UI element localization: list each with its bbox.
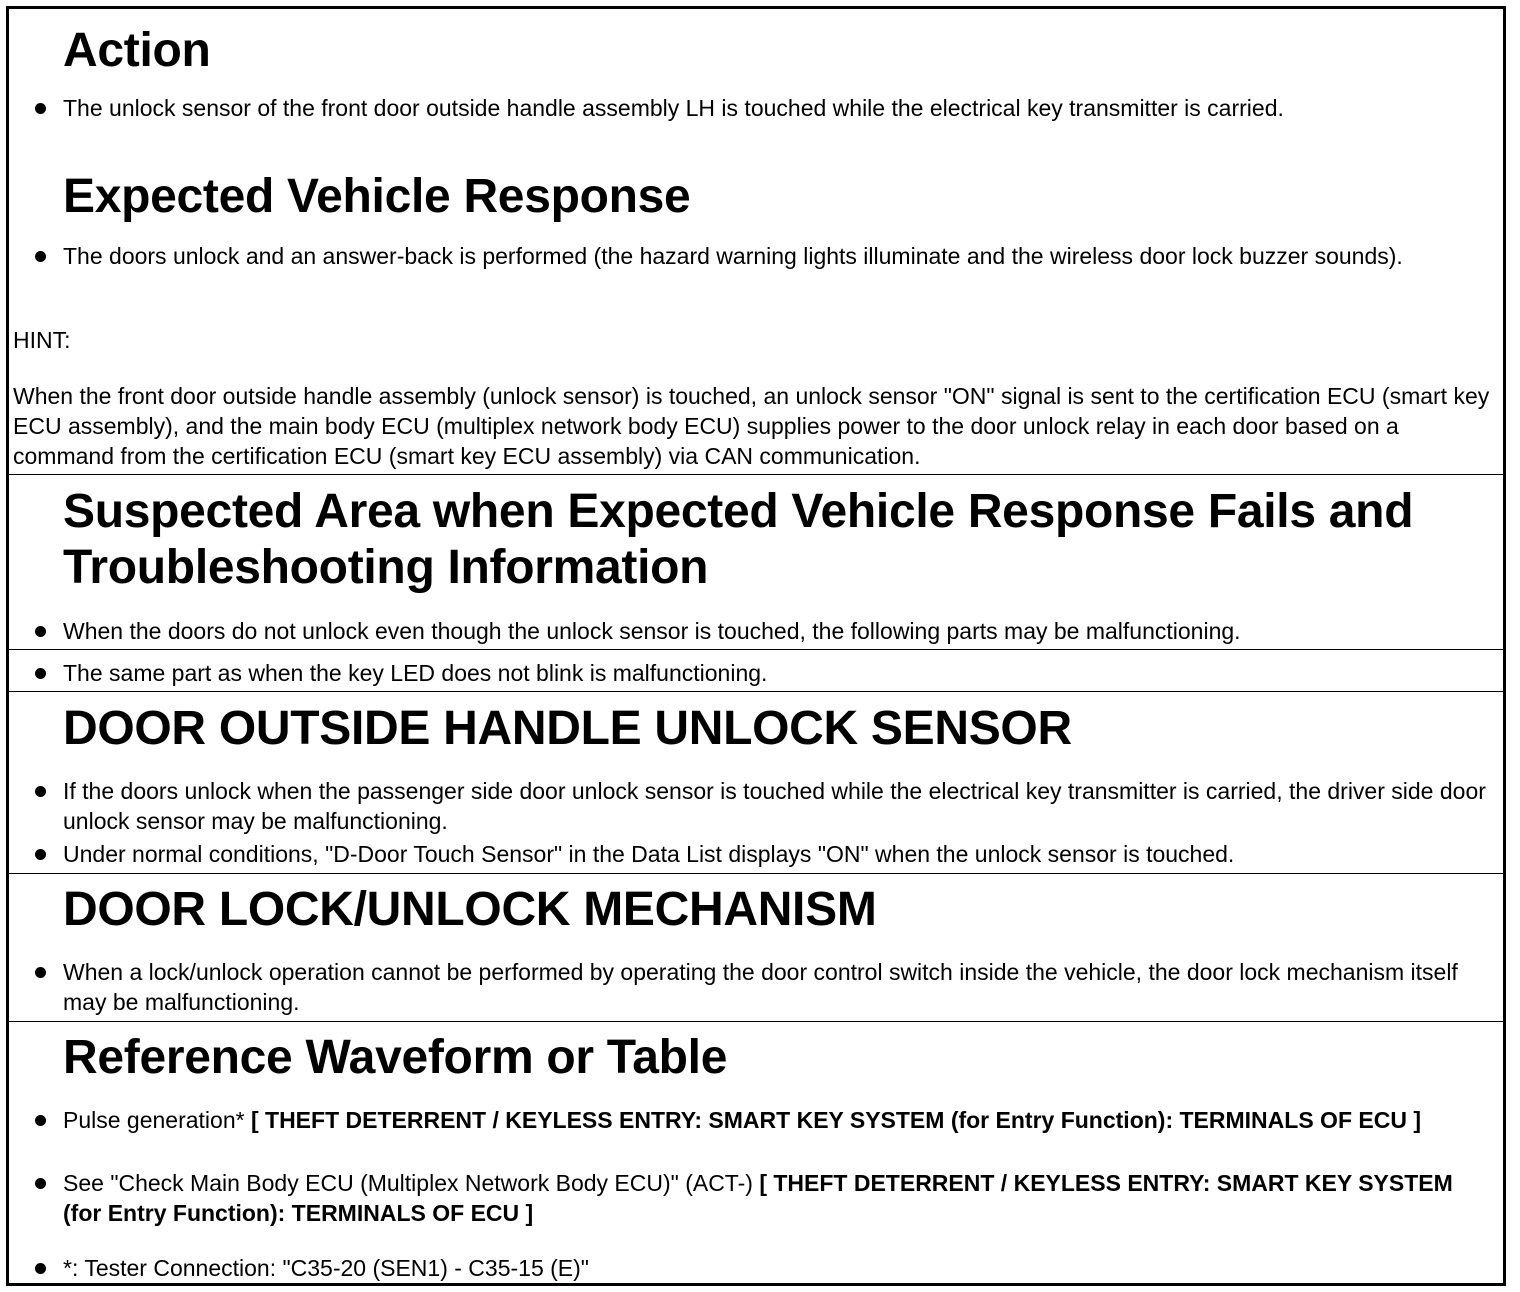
bullet-icon [35,967,46,978]
list-item: When the doors do not unlock even though the unlock sensor is touched, the following parts may be malfunctioning. [31,616,1495,646]
list-item: The unlock sensor of the front door outside handle assembly LH is touched while the electrical key transmitter is carried. [31,93,1495,123]
reference-link[interactable]: [ THEFT DETERRENT / KEYLESS ENTRY: SMART KEY SYSTEM (for Entry Function): TERMINALS OF ECU ] [250,1107,1421,1133]
bullet-icon [35,103,46,114]
section-divider [9,649,1503,650]
action-heading: Action [63,24,211,77]
reference-heading: Reference Waveform or Table [63,1031,728,1084]
section-divider [9,873,1503,874]
document-frame [6,6,1506,1286]
bullet-icon [35,1115,46,1126]
hint-label: HINT: [13,327,71,353]
list-item: *: Tester Connection: "C35-20 (SEN1) - C35-15 (E)" [31,1253,1495,1283]
list-item: See "Check Main Body ECU (Multiplex Network Body ECU)" (ACT-) [ THEFT DETERRENT / KEYLESS ENTRY: SMART KEY SYSTEM (for Entry Function): TERMINALS OF ECU ] [31,1168,1495,1228]
section-divider [9,691,1503,692]
list-item: When a lock/unlock operation cannot be performed by operating the door control switch inside the vehicle, the door lock mechanism itself may be malfunctioning. [31,957,1495,1017]
bullet-icon [35,251,46,262]
bullet-icon [35,786,46,797]
suspected-area-heading: Suspected Area when Expected Vehicle Response Fails and Troubleshooting Information [63,485,1414,594]
list-item: The doors unlock and an answer-back is performed (the hazard warning lights illuminate and the wireless door lock buzzer sounds). [31,241,1495,271]
unlock-sensor-heading: DOOR OUTSIDE HANDLE UNLOCK SENSOR [63,702,1072,755]
hint-text: When the front door outside handle assembly (unlock sensor) is touched, an unlock sensor "ON" signal is sent to the certification ECU (smart key ECU assembly), and the main body ECU (multiplex network body ECU) supplies power to the door unlock relay in each door based on a command from the certification ECU (smart key ECU assembly) via CAN communication. [13,383,1490,469]
list-item: The same part as when the key LED does not blink is malfunctioning. [31,658,1495,688]
bullet-icon [35,1263,46,1274]
list-item: If the doors unlock when the passenger side door unlock sensor is touched while the electrical key transmitter is carried, the driver side door unlock sensor may be malfunctioning. [31,776,1495,836]
section-divider [9,1021,1503,1022]
bullet-icon [35,1178,46,1189]
expected-response-heading: Expected Vehicle Response [63,170,691,223]
list-item: Pulse generation* [ THEFT DETERRENT / KEYLESS ENTRY: SMART KEY SYSTEM (for Entry Function): TERMINALS OF ECU ] [31,1105,1495,1135]
bullet-icon [35,849,46,860]
bullet-icon [35,626,46,637]
lock-mechanism-heading: DOOR LOCK/UNLOCK MECHANISM [63,883,877,936]
section-divider [9,474,1503,475]
list-item: Under normal conditions, "D-Door Touch Sensor" in the Data List displays "ON" when the unlock sensor is touched. [31,839,1495,869]
reference-link[interactable]: [ THEFT DETERRENT / KEYLESS ENTRY: SMART KEY SYSTEM (for Entry Function): TERMINALS OF ECU ] [63,1170,1453,1226]
bullet-icon [35,668,46,679]
